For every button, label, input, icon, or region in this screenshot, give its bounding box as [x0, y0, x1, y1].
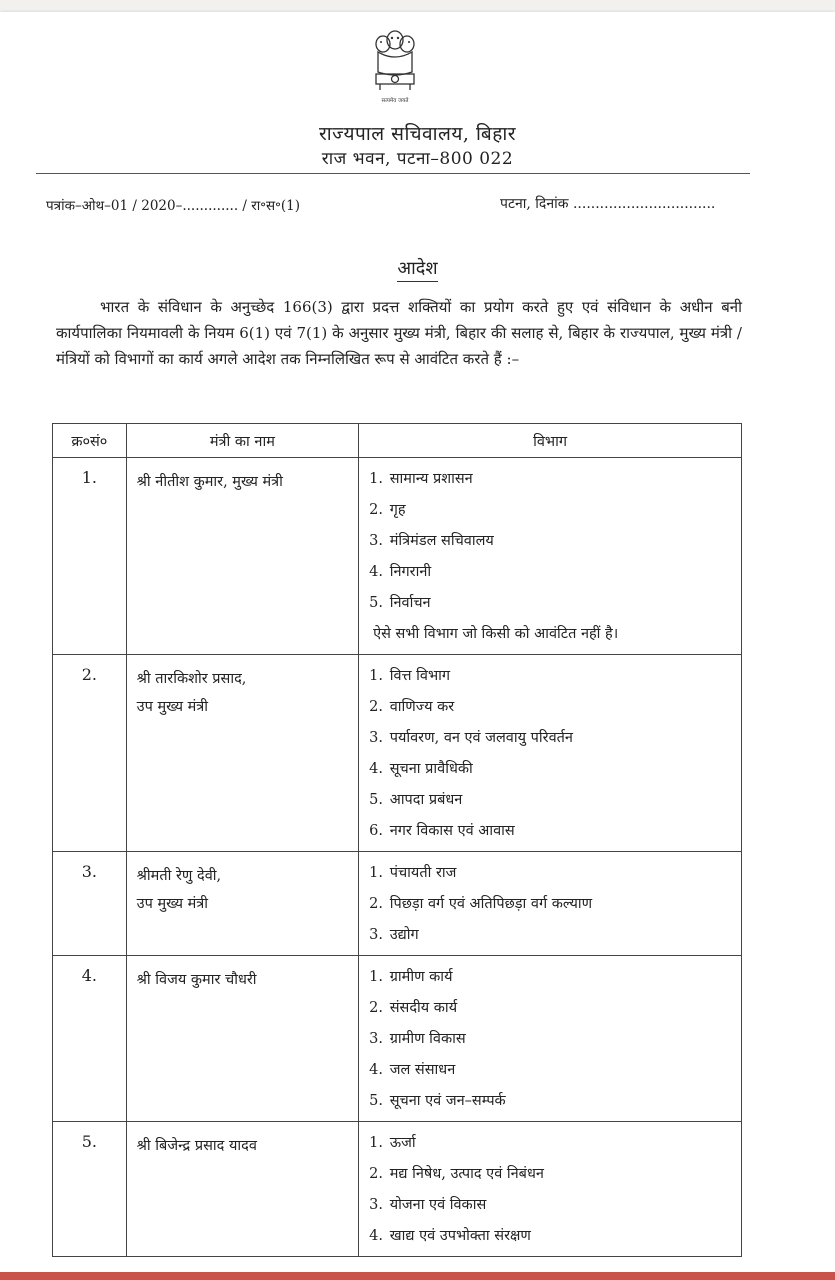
residual-departments-note: ऐसे सभी विभाग जो किसी को आवंटित नहीं है।: [373, 626, 619, 642]
department-number: 2.: [369, 699, 383, 715]
state-emblem-icon: [368, 26, 422, 110]
department-list: [359, 852, 742, 956]
department-item: [369, 1159, 741, 1190]
department-item: [369, 754, 741, 785]
minister-name: [126, 1122, 358, 1257]
table-row: [53, 655, 742, 852]
minister-name: [126, 655, 358, 852]
minister-name: [126, 458, 358, 655]
minister-designation: उप मुख्य मंत्री: [136, 896, 209, 912]
serial-number: 4.: [53, 956, 127, 1122]
header-serial: क्र०सं०: [53, 424, 127, 458]
department-item: [369, 661, 741, 692]
table-row: [53, 956, 742, 1122]
department-name: ग्रामीण कार्य: [389, 969, 453, 985]
department-item: [369, 1190, 741, 1221]
department-name: वित्त विभाग: [389, 668, 451, 684]
order-heading: [0, 256, 835, 280]
department-number: 2.: [369, 896, 383, 912]
department-item: [369, 920, 741, 951]
department-number: 1.: [369, 865, 383, 881]
minister-name-line: श्री नीतीश कुमार, मुख्य मंत्री: [136, 474, 283, 490]
department-item: [369, 785, 741, 816]
state-emblem: [368, 26, 422, 110]
minister-name-line: श्रीमती रेणु देवी,: [136, 868, 222, 884]
department-item: [369, 858, 741, 889]
department-name: निर्वाचन: [389, 595, 431, 611]
department-name: पर्यावरण, वन एवं जलवायु परिवर्तन: [389, 730, 573, 746]
department-number: 6.: [369, 823, 383, 839]
department-name: खाद्य एवं उपभोक्ता संरक्षण: [389, 1228, 531, 1244]
department-list: [359, 655, 742, 852]
department-number: 3.: [369, 927, 383, 943]
department-number: 2.: [369, 1166, 383, 1182]
department-item: [369, 464, 741, 495]
table-header-row: [53, 424, 742, 458]
table-row: [53, 458, 742, 655]
department-item: [369, 993, 741, 1024]
department-item: [369, 1086, 741, 1117]
department-name: आपदा प्रबंधन: [389, 792, 463, 808]
department-number: 3.: [369, 533, 383, 549]
department-item: [369, 962, 741, 993]
table-body: [53, 458, 742, 1257]
header-department: विभाग: [359, 424, 742, 458]
department-item: [369, 723, 741, 754]
minister-designation: उप मुख्य मंत्री: [136, 699, 209, 715]
department-item: [369, 1055, 741, 1086]
department-name: मद्य निषेध, उत्पाद एवं निबंधन: [389, 1166, 544, 1182]
department-name: सूचना प्रावैधिकी: [389, 761, 473, 777]
department-name: ऊर्जा: [389, 1135, 416, 1151]
department-item: [369, 692, 741, 723]
department-number: 1.: [369, 668, 383, 684]
table-row: [53, 1122, 742, 1257]
department-name: संसदीय कार्य: [389, 1000, 458, 1016]
minister-name: [126, 852, 358, 956]
serial-number: 3.: [53, 852, 127, 956]
department-number: 4.: [369, 1062, 383, 1078]
minister-name-line: श्री बिजेन्द्र प्रसाद यादव: [136, 1138, 257, 1154]
department-number: 3.: [369, 1197, 383, 1213]
department-name: सामान्य प्रशासन: [389, 471, 473, 487]
order-heading-text: आदेश: [397, 258, 437, 282]
department-item: [369, 526, 741, 557]
department-item: [369, 889, 741, 920]
header-minister: मंत्री का नाम: [126, 424, 358, 458]
department-name: योजना एवं विकास: [389, 1197, 487, 1213]
minister-name-line: श्री तारकिशोर प्रसाद,: [136, 671, 247, 687]
department-number: 1.: [369, 969, 383, 985]
department-list: [359, 1122, 742, 1257]
department-number: 2.: [369, 1000, 383, 1016]
department-name: गृह: [389, 502, 406, 518]
order-body: भारत के संविधान के अनुच्छेद 166(3) द्वारा प्रदत्त शक्तियों का प्रयोग करते हुए एवं संविधान के अधीन बनी कार्यपालिका नियमावली के नियम 6(1) एवं 7(1) के अनुसार मुख्य मंत्री, बिहार की सलाह से, बिहार के राज्यपाल, मुख्य मंत्री / मंत्रियों को विभागों का कार्य अगले आदेश तक निम्नलिखित रूप से आवंटित करते हैं :–: [56, 298, 742, 368]
department-number: 5.: [369, 595, 383, 611]
department-number: 3.: [369, 1031, 383, 1047]
department-item: [369, 557, 741, 588]
department-list: [359, 956, 742, 1122]
serial-number: 5.: [53, 1122, 127, 1257]
department-number: 4.: [369, 1228, 383, 1244]
minister-name: [126, 956, 358, 1122]
department-number: 1.: [369, 1135, 383, 1151]
date-line: पटना, दिनांक ................................: [500, 196, 716, 212]
department-name: नगर विकास एवं आवास: [389, 823, 515, 839]
department-number: 3.: [369, 730, 383, 746]
department-name: पंचायती राज: [389, 865, 457, 881]
department-name: ग्रामीण विकास: [389, 1031, 466, 1047]
allocation-table: [52, 423, 742, 1257]
department-number: 4.: [369, 564, 383, 580]
reference-number: पत्रांक–ओथ–01 / 2020–............. / रा॰स॰(1): [46, 198, 301, 214]
minister-name-line: श्री विजय कुमार चौधरी: [136, 972, 257, 988]
department-name: सूचना एवं जन–सम्पर्क: [389, 1093, 506, 1109]
department-name: वाणिज्य कर: [389, 699, 455, 715]
department-item: [369, 495, 741, 526]
department-item: [369, 588, 741, 619]
department-list: [359, 458, 742, 655]
office-title: राज्यपाल सचिवालय, बिहार: [318, 123, 517, 145]
header-divider: [36, 173, 750, 174]
page-bottom-strip: [0, 1272, 835, 1280]
department-name: मंत्रिमंडल सचिवालय: [389, 533, 494, 549]
serial-number: 2.: [53, 655, 127, 852]
department-item: [369, 1024, 741, 1055]
department-name: उद्योग: [389, 927, 419, 943]
office-address: राज भवन, पटना–800 022: [321, 149, 514, 169]
department-name: पिछड़ा वर्ग एवं अतिपिछड़ा वर्ग कल्याण: [389, 896, 593, 912]
table-row: [53, 852, 742, 956]
department-name: जल संसाधन: [389, 1062, 456, 1078]
department-number: 5.: [369, 1093, 383, 1109]
department-number: 4.: [369, 761, 383, 777]
department-item: [369, 1128, 741, 1159]
serial-number: 1.: [53, 458, 127, 655]
department-number: 5.: [369, 792, 383, 808]
department-item: [369, 1221, 741, 1252]
department-number: 2.: [369, 502, 383, 518]
emblem-motto: सत्यमेव जयते: [381, 98, 409, 104]
department-number: 1.: [369, 471, 383, 487]
department-name: निगरानी: [389, 564, 432, 580]
department-item: [369, 816, 741, 847]
